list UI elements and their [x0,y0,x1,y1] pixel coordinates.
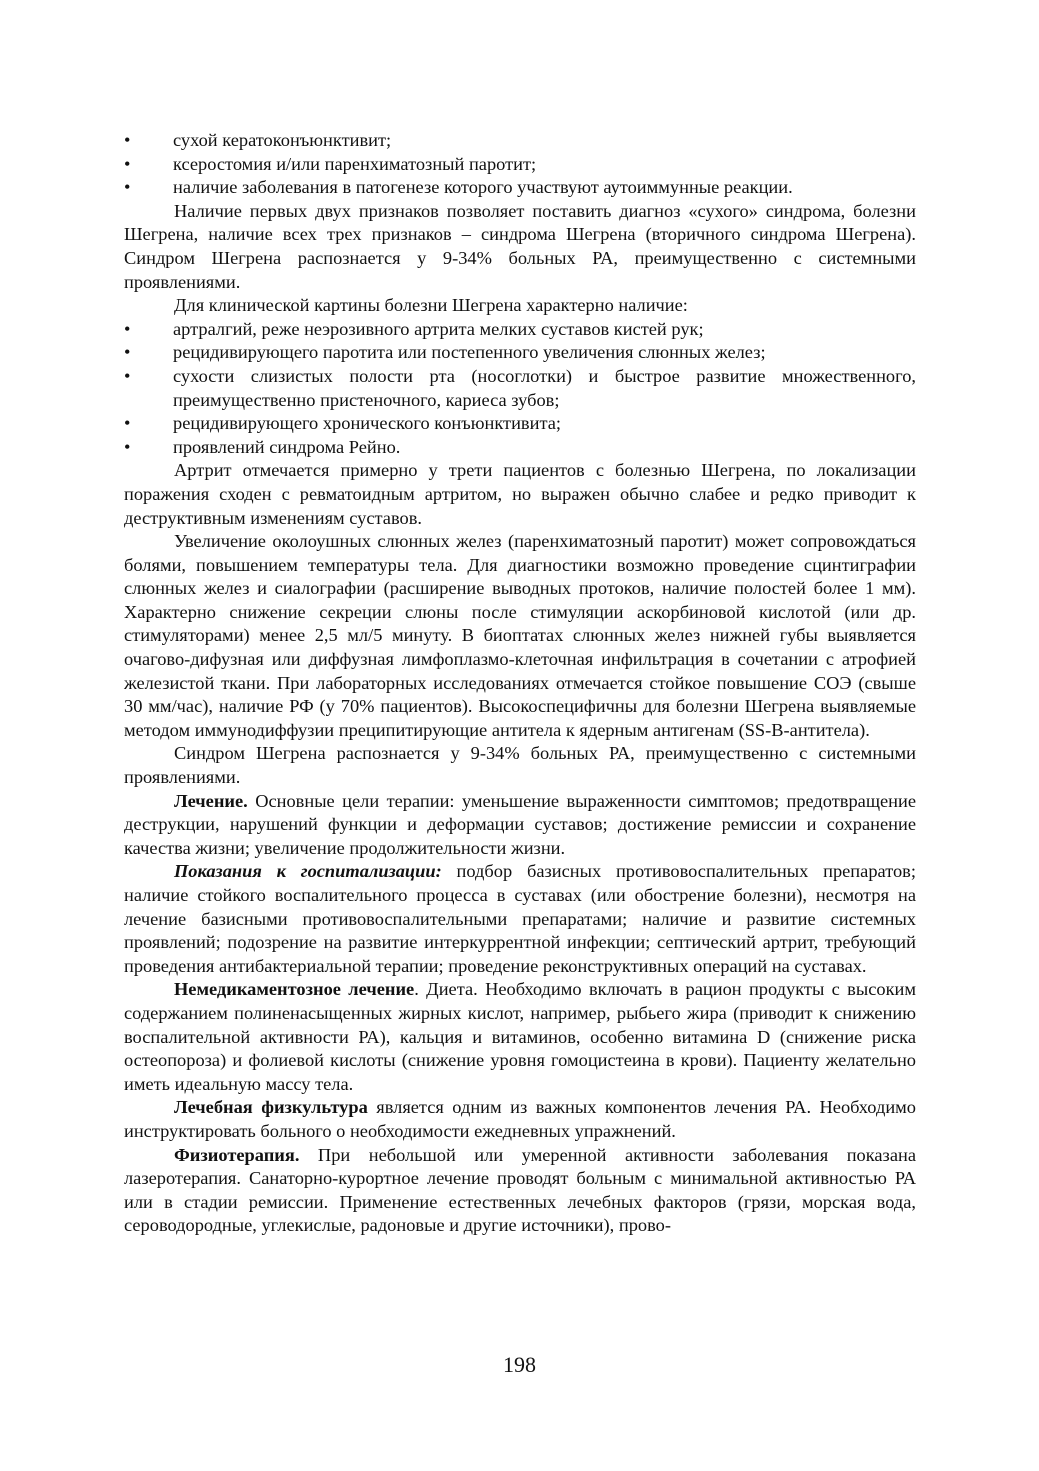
paragraph-arthritis: Артрит отмечается примерно у трети пациентов с болезнью Шегрена, по локализации поражения сходен с ревматоидным артритом, но выражен обычно слабее и редко приводит к деструктивным изменениям суставов. [124,460,916,528]
page-content [124,129,916,1238]
bullet-mark: • [124,130,131,150]
hospitalization-text: подбор базисных противовоспалительных препаратов; наличие стойкого воспалительного процесса в суставах (или обострение болезни), несмотря на лечение базисными противовоспалительными препаратами; наличие и развитие системных проявлений; подозрение на развитие интеркуррентной инфекции; септический артрит, требующий проведения антибактериальной терапии; проведение реконструктивных операций на суставах. [124,861,916,976]
exercise-therapy-text: является одним из важных компонентов лечения РА. Необходимо инструктировать больного о необходимости ежедневных упражнений. [124,1097,916,1141]
list-item-text: артралгий, реже неэрозивного артрита мелких суставов кистей рук; [173,318,704,339]
list-item-text: сухости слизистых полости рта (носоглотки) и быстрое развитие множественного, преимущественно пристеночного, кариеса зубов; [173,365,916,410]
list-item-text: наличие заболевания в патогенезе которого участвуют аутоиммунные реакции. [173,177,793,198]
list-item-text: рецидивирующего хронического конъюнктивита; [173,413,561,434]
list-item-text: проявлений синдрома Рейно. [173,436,401,457]
page-number: 198 [503,1352,536,1377]
paragraph-physiotherapy [124,1144,916,1238]
paragraph-non-drug-treatment [124,978,916,1096]
list-item [124,341,916,365]
exercise-therapy-heading: Лечебная физкультура [174,1097,368,1118]
list-item-text: ксеростомия и/или паренхиматозный паротит; [173,153,537,174]
paragraph-sjogren-prevalence: Синдром Шегрена распознается у 9-34% больных РА, преимущественно с системными проявлениями. [124,743,916,788]
treatment-heading: Лечение. [174,790,248,811]
paragraph-treatment [124,790,916,861]
paragraph-sicca-diagnosis: Наличие первых двух признаков позволяет поставить диагноз «сухого» синдрома, болезни Шегрена, наличие всех трех признаков – синдрома Шегрена (вторичного синдрома Шегрена). Синдром Шегрена распознается у 9-34% больных РА, преимущественно с системными проявлениями. [124,200,916,292]
physiotherapy-heading: Физиотерапия. [174,1144,300,1165]
list-item [124,412,916,436]
bullet-mark: • [124,342,131,363]
bullet-mark: • [124,436,131,457]
bullet-mark: • [124,318,131,339]
paragraph-exercise-therapy [124,1096,916,1143]
list-item [124,365,916,412]
bullet-mark: • [124,365,131,386]
paragraph-parotitis-diagnostics: Увеличение околоушных слюнных желез (паренхиматозный паротит) может сопровождаться болями, повышением температуры тела. Для диагностики возможно проведение сцинтиграфии слюнных желез и сиалографии (расширение выводных протоков, наличие полостей более 1 мм). Характерно снижение секреции слюны после стимуляции аскорбиновой кислотой (или др. стимуляторами) менее 2,5 мл/5 минуту. В биоптатах слюнных желез нижней губы выявляется очагово-дифузная или диффузная лимфоплазмо-клеточная инфильтрация в сочетании с атрофией железистой ткани. При лабораторных исследованиях отмечается стойкое повышение СОЭ (свыше 30 мм/час), наличие РФ (у 70% пациентов). Высокоспецифичны для болезни Шегрена выявляемые методом иммунодиффузии преципитирующие антитела к ядерным антигенам (SS-B-антитела). [124,531,916,740]
non-drug-treatment-heading: Немедикаментозное лечение [174,979,415,1000]
list-item [124,129,916,153]
bullet-mark: • [124,177,131,198]
list-item [124,153,916,177]
list-item-text: рецидивирующего паротита или постепенного увеличения слюнных желез; [173,342,766,363]
list-item [124,436,916,460]
bullet-mark: • [124,153,131,174]
paragraph-clinical-picture-intro: Для клинической картины болезни Шегрена характерно наличие: [174,295,688,316]
list-item [124,176,916,200]
non-drug-treatment-text: . Диета. Необходимо включать в рацион продукты с высоким содержанием полиненасыщенных жирных кислот, например, рыбьего жира (приводит к снижению воспалительной активности РА), кальция и витаминов, особенно витамина D (снижение риска остеопороза) и фолиевой кислоты (снижение уровня гомоцистеина в крови). Пациенту желательно иметь идеальную массу тела. [124,979,916,1094]
bullet-mark: • [124,413,131,434]
hospitalization-heading: Показания к госпитализации: [174,861,442,882]
treatment-text: Основные цели терапии: уменьшение выраженности симптомов; предотвращение деструкции, нарушений функции и деформации суставов; достижение ремиссии и сохранение качества жизни; увеличение продолжительности жизни. [124,790,916,858]
paragraph-hospitalization [124,860,916,978]
list-item [124,318,916,342]
list-item-text: сухой кератоконъюнктивит; [173,130,392,150]
physiotherapy-text: При небольшой или умеренной активности заболевания показана лазеротерапия. Санаторно-курортное лечение проводят больным с минимальной активностью РА или в стадии ремиссии. Применение естественных лечебных факторов (грязи, морская вода, сероводородные, углекислые, радоновые и другие источники), прово- [124,1144,916,1236]
